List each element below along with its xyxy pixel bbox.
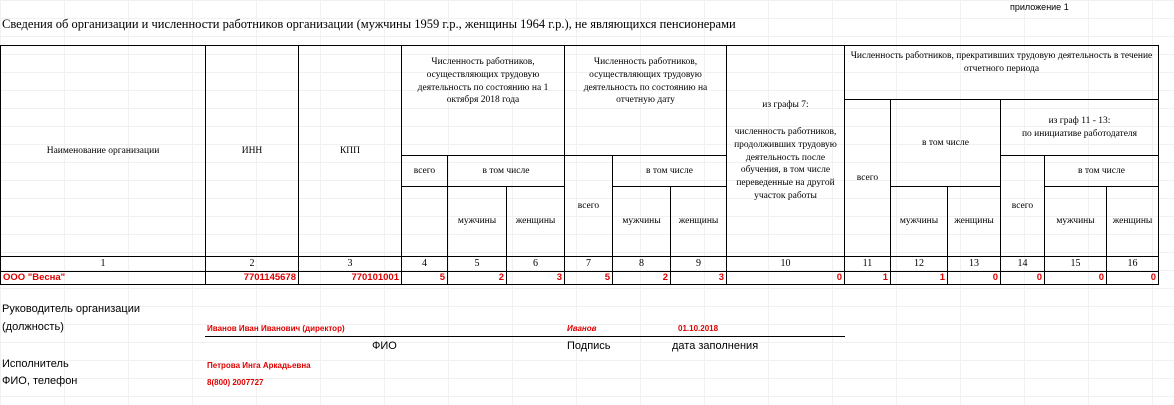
header-from-col7: из графы 7:: [762, 100, 809, 111]
executor-name-value[interactable]: Петрова Инга Аркадьевна: [207, 361, 311, 370]
header-women-9: женщины: [671, 187, 727, 257]
col-number: 4: [402, 257, 448, 272]
fio-label: ФИО: [372, 340, 397, 352]
position-label: (должность): [2, 321, 64, 333]
date-value[interactable]: 01.10.2018: [678, 324, 719, 333]
header-women-16: женщины: [1107, 187, 1159, 257]
header-women-6: женщины: [507, 187, 565, 257]
cell-value[interactable]: 3: [671, 271, 727, 285]
header-blank-4: [402, 187, 448, 257]
header-terminated: Численность работников, прекративших трудовую деятельность в течение отчетного периода: [845, 46, 1159, 100]
col-number: 9: [671, 257, 727, 272]
col-number: 10: [727, 257, 845, 272]
cell-value[interactable]: 5: [565, 271, 613, 285]
header-including-12-13: в том числе: [891, 100, 1001, 187]
table-row: [1, 271, 1159, 285]
cell-value[interactable]: 2: [613, 271, 671, 285]
header-including-5-6: в том числе: [448, 156, 565, 187]
signature-value[interactable]: Иванов: [567, 324, 597, 333]
signature-label: Подпись: [567, 340, 611, 352]
header-count-oct: Численность работников, осуществляющих трудовую деятельность по состоянию на 1 октября 2018 года: [402, 46, 565, 156]
report-table: [0, 45, 1159, 285]
col-number: 11: [845, 257, 891, 272]
cell-value[interactable]: 2: [448, 271, 507, 285]
cell-kpp[interactable]: 770101001: [299, 271, 402, 285]
col-number: 5: [448, 257, 507, 272]
header-total-11: всего: [845, 100, 891, 257]
cell-value[interactable]: 0: [948, 271, 1001, 285]
head-name-value[interactable]: Иванов Иван Иванович (директор): [207, 324, 345, 333]
header-count-report: Численность работников, осуществляющих трудовую деятельность по состоянию на отчетную дату: [565, 46, 727, 156]
header-after-training-text: численность работников, продолживших трудовую деятельность после обучения, в том числе переведенные на другой участок работы: [734, 126, 837, 202]
date-label: дата заполнения: [672, 340, 759, 352]
cell-inn[interactable]: 7701145678: [206, 271, 299, 285]
column-numbers-row: [1, 257, 1159, 272]
cell-value[interactable]: 0: [1107, 271, 1159, 285]
header-from-cols-text: из граф 11 - 13:: [1048, 115, 1111, 126]
head-label: Руководитель организации: [2, 303, 141, 315]
cell-value[interactable]: 1: [845, 271, 891, 285]
cell-value[interactable]: 5: [402, 271, 448, 285]
header-women-13: женщины: [948, 187, 1001, 257]
cell-value[interactable]: 0: [727, 271, 845, 285]
header-total-4: всего: [402, 156, 448, 187]
cell-value[interactable]: 0: [1045, 271, 1107, 285]
header-men-15: мужчины: [1045, 187, 1107, 257]
header-men-12: мужчины: [891, 187, 948, 257]
cell-value[interactable]: 1: [891, 271, 948, 285]
header-employer-initiative: по инициативе работодателя: [1021, 128, 1138, 139]
header-org-name: Наименование организации: [1, 46, 206, 257]
header-men-8: мужчины: [613, 187, 671, 257]
executor-label: Исполнитель: [2, 358, 69, 370]
col-number: 2: [206, 257, 299, 272]
col-number: 6: [507, 257, 565, 272]
header-inn: ИНН: [206, 46, 299, 257]
header-after-training: [727, 46, 845, 257]
col-number: 14: [1001, 257, 1045, 272]
cell-value[interactable]: 3: [507, 271, 565, 285]
header-men-5: мужчины: [448, 187, 507, 257]
col-number: 13: [948, 257, 1001, 272]
appendix-label: приложение 1: [1010, 2, 1069, 12]
fio-phone-label: ФИО, телефон: [2, 375, 78, 387]
col-number: 15: [1045, 257, 1107, 272]
col-number: 3: [299, 257, 402, 272]
header-from-cols: [1001, 100, 1159, 156]
cell-org-name[interactable]: ООО "Весна": [1, 271, 206, 285]
header-including-8-9: в том числе: [613, 156, 727, 187]
header-kpp: КПП: [299, 46, 402, 257]
col-number: 12: [891, 257, 948, 272]
header-total-14: всего: [1001, 156, 1045, 257]
header-including-15-16: в том числе: [1045, 156, 1159, 187]
signature-line: [205, 336, 845, 337]
col-number: 8: [613, 257, 671, 272]
col-number: 16: [1107, 257, 1159, 272]
page-title: Сведения об организации и численности работников организации (мужчины 1959 г.р., женщины 1964 г.р.), не являющихся пенсионерами: [2, 17, 736, 31]
header-total-7: всего: [565, 156, 613, 257]
cell-value[interactable]: 0: [1001, 271, 1045, 285]
col-number: 7: [565, 257, 613, 272]
col-number: 1: [1, 257, 206, 272]
phone-value[interactable]: 8(800) 2007727: [207, 378, 264, 387]
